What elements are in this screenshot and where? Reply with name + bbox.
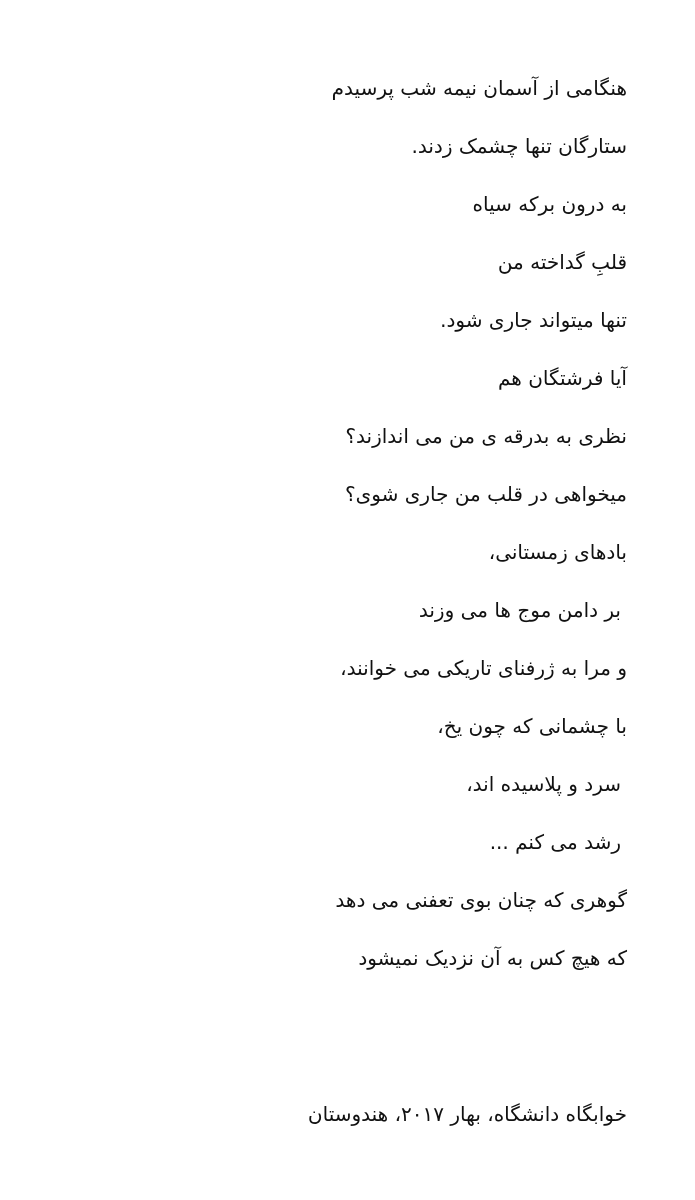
poem-line: هنگامی از آسمان نیمه شب پرسیدم [331,76,627,100]
poem-line: آیا فرشتگان هم [497,366,627,390]
poem-line: که هیچ کس به آن نزدیک نمیشود [358,946,627,970]
poem-line: ستارگان تنها چشمک زدند. [411,134,627,158]
poem-line: رشد می کنم ... [489,830,621,854]
poem-line: نظری به بدرقه ی من می اندازند؟ [345,424,627,448]
poem-line: سرد و پلاسیده اند، [466,772,621,796]
poem-line: به درون برکه سیاه [472,192,627,216]
poem-line: میخواهی در قلب من جاری شوی؟ [344,482,627,506]
poem-line: بر دامن موج ها می وزند [418,598,621,622]
poem [67,68,627,996]
signature-place-date: خوابگاه دانشگاه، بهار ۲۰۱۷، هندوستان [307,1102,627,1126]
poem-line: بادهای زمستانی، [488,540,627,564]
poem-line: قلبِ گداخته من [497,250,627,274]
poem-line: تنها میتواند جاری شود. [440,308,627,332]
poem-line: گوهری که چنان بوی تعفنی می دهد [335,888,627,912]
poem-line: با چشمانی که چون یخ، [437,714,627,738]
poem-line: و مرا به ژرفنای تاریکی می خوانند، [340,656,627,680]
